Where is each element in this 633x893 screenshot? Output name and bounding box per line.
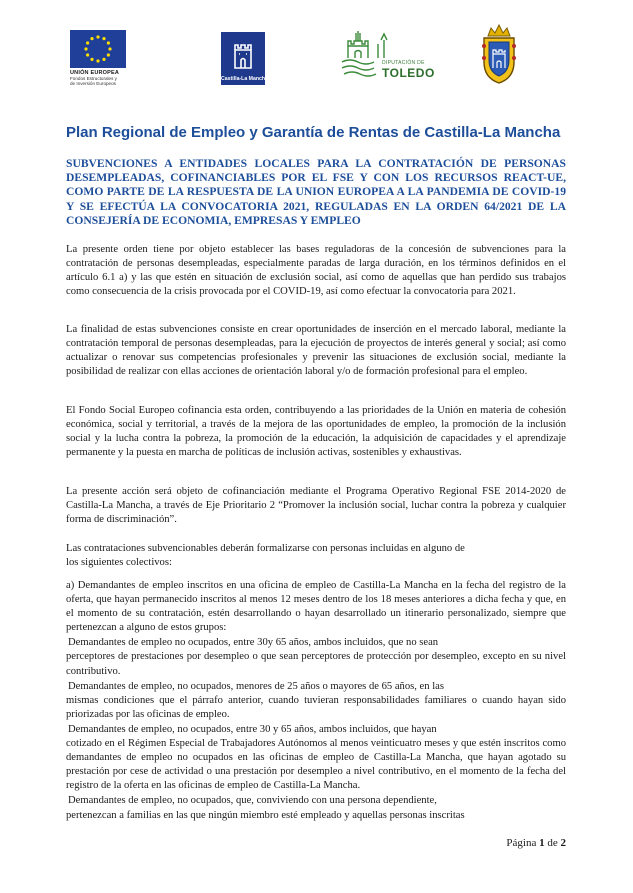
bullet-rest: perceptores de prestaciones por desempleo o que sean perceptores de protección por desempleo, excepto en su nivel contributivo. bbox=[66, 651, 566, 677]
bullet-rest: mismas condiciones que el párrafo anterior, cuando tuvieran responsabilidades familiares o cuando hayan sido priorizadas por las oficinas de empleo. bbox=[66, 694, 566, 720]
bullet-first-line: Demandantes de empleo, no ocupados, que, conviviendo con una persona dependiente, bbox=[68, 795, 437, 807]
document-title: Plan Regional de Empleo y Garantía de Rentas de Castilla-La Mancha bbox=[66, 124, 561, 141]
bullet-first-line: Demandantes de empleo, no ocupados, menores de 25 años o mayores de 65 años, en las bbox=[68, 680, 444, 692]
page-label: Página bbox=[506, 837, 537, 849]
eu-star-icon bbox=[108, 47, 111, 50]
eu-star-icon bbox=[107, 41, 110, 44]
paragraph-object: La presente orden tiene por objeto establecer las bases reguladoras de la concesión de subvenciones para la contratación de personas desempleadas, especialmente paradas de larga duración, en los términos definidos en el artículo 6.1 a) y las que estén en situación de exclusión social, así como de aquellas que han perdido sus trabajos como consecuencia de la crisis provocada por el COVID-19, así como efectuar la convocatoria para 2021. bbox=[66, 244, 566, 298]
castle-icon bbox=[227, 38, 259, 70]
eu-star-icon bbox=[102, 58, 105, 61]
eu-star-icon bbox=[102, 37, 105, 40]
total-pages: 2 bbox=[560, 837, 566, 849]
clm-logo-text: Castilla-La Mancha bbox=[221, 76, 268, 82]
bullet-first-line: Demandantes de empleo, no ocupados, entre 30 y 65 años, ambos incluidos, que hayan bbox=[68, 723, 437, 735]
toledo-logo-line-2: TOLEDO bbox=[382, 66, 435, 80]
castilla-la-mancha-logo bbox=[221, 32, 268, 85]
eu-name: UNIÓN EUROPEA bbox=[70, 70, 120, 76]
page-of: de bbox=[547, 837, 558, 849]
eu-star-icon bbox=[86, 53, 89, 56]
city-coat-of-arms-icon bbox=[478, 22, 520, 86]
eu-star-icon bbox=[84, 47, 87, 50]
paragraph-fse: El Fondo Social Europeo cofinancia esta orden, contribuyendo a las prioridades de la Unión en materia de cohesión económica, social y territorial, a través de la mejora de las oportunidades de empleo, la promoción de la inclusión social y la lucha contra la pobreza, la promoción de la educación, la adquisición de capacidades y el aprendizaje permanente y la puesta en marcha de políticas de inclusión activas, sostenibles y exhaustivas. bbox=[66, 405, 566, 459]
collectives-intro bbox=[66, 542, 566, 570]
eu-star-icon bbox=[90, 37, 93, 40]
bullet-item bbox=[66, 793, 566, 822]
bullet-rest: pertenezcan a familias en las que ningún miembro esté empleado y aquellas personas inscritas bbox=[66, 809, 465, 821]
eu-star-icon bbox=[107, 53, 110, 56]
eu-star-icon bbox=[96, 59, 99, 62]
eu-sub-line-2: de Inversión Europeos bbox=[70, 81, 116, 86]
toledo-logo-line-1: DIPUTACIÓN DE bbox=[382, 60, 425, 66]
eu-star-icon bbox=[96, 35, 99, 38]
paragraph-purpose: La finalidad de estas subvenciones consiste en crear oportunidades de inserción en el mercado laboral, mediante la contratación temporal de personas desempleadas, para la ejecución de proyectos de interés general y social; así como actualizar o renovar sus competencias profesionales y prevenir las situaciones de exclusión social, mediante la posibilidad de realizar con ellas acciones de orientación laboral y/o de formación profesional para el empleo. bbox=[66, 324, 566, 378]
page-number bbox=[506, 837, 566, 849]
current-page: 1 bbox=[539, 837, 545, 849]
eu-flag-icon bbox=[70, 30, 126, 68]
bullet-first-line: Demandantes de empleo no ocupados, entre 30y 65 años, ambos incluidos, que no sean bbox=[68, 637, 439, 649]
intro-line-1: Las contrataciones subvencionables deberán formalizarse con personas incluidas en alguno de bbox=[66, 543, 465, 554]
eu-logo bbox=[70, 30, 150, 86]
paragraph-cofinancing: La presente acción será objeto de cofinanciación mediante el Programa Operativo Regional FSE 2014-2020 de Castilla-La Mancha, a través de Eje Prioritario 2 “Promover la inclusión social, luchar contra la pobreza y cualquier forma de discriminación”. bbox=[66, 486, 566, 526]
eu-sub-line-1: Fondos Estructurales y bbox=[70, 76, 117, 81]
intro-line-2: los siguientes colectivos: bbox=[66, 557, 172, 569]
eu-star-icon bbox=[90, 58, 93, 61]
bullet-item bbox=[66, 635, 566, 678]
diputacion-toledo-logo bbox=[338, 28, 438, 84]
eu-star-icon bbox=[86, 41, 89, 44]
collective-a-text: a) Demandantes de empleo inscritos en una oficina de empleo de Castilla-La Mancha en la fecha del registro de la oferta, que hayan permanecido inscritos al menos 12 meses dentro de los 18 meses anteriores a dicha fecha y que, en el momento de su contratación, estén desarrollando o hayan desarrollado un itinerario personalizado, siempre que pertenezcan a alguno de estos grupos: bbox=[66, 580, 566, 634]
collective-a-section bbox=[66, 579, 566, 823]
bullet-item bbox=[66, 722, 566, 793]
document-subtitle: SUBVENCIONES A ENTIDADES LOCALES PARA LA CONTRATACIÓN DE PERSONAS DESEMPLEADAS, COFINANCIABLES POR EL FSE Y CON LOS RECURSOS REACT-UE, COMO PARTE DE LA RESPUESTA DE LA UNION EUROPEA A LA PANDEMIA DE COVID-19 Y SE EFECTÚA LA CONVOCATORIA 2021, REGULADAS EN LA ORDEN 64/2021 DE LA CONSEJERÍA DE ECONOMIA, EMPRESAS Y EMPLEO bbox=[66, 157, 566, 227]
header-logos bbox=[0, 0, 633, 110]
bullet-rest: cotizado en el Régimen Especial de Trabajadores Autónomos al menos veinticuatro meses y que estén inscritos como demandantes de empleo no ocupados en las oficinas de empleo de Castilla-La Mancha, que hayan agotado su prestación por cese de actividad o una prestación por desempleo a nivel contributivo, en el momento de la fecha del registro de la oferta en las oficinas de empleo de Castilla-La Mancha. bbox=[66, 738, 566, 792]
bullet-item bbox=[66, 679, 566, 722]
